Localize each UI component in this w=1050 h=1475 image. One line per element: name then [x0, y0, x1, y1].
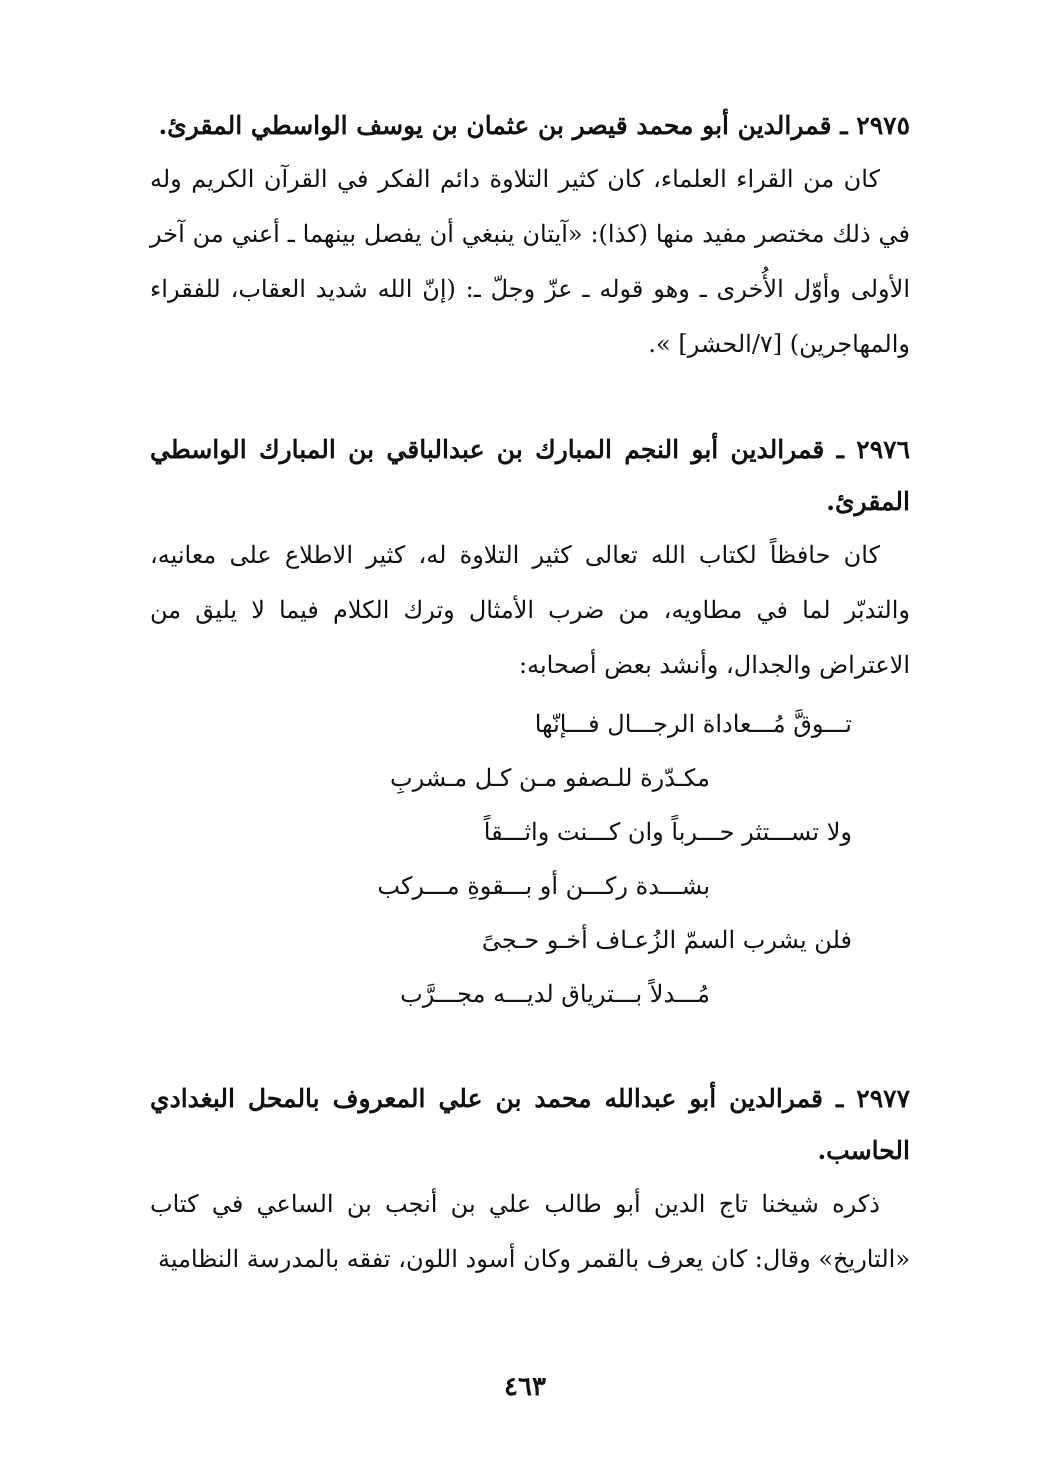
- entry-heading: ٢٩٧٦ ـ قمرالدين أبو النجم المبارك بن عبدالباقي بن المبارك الواسطي المقرئ.: [150, 435, 910, 516]
- page-body: [150, 100, 910, 1339]
- entry-paragraph: كان من القراء العلماء، كان كثير التلاوة دائم الفكر في القرآن الكريم وله في ذلك مختصر مفيد منها (كذا): «آيتان ينبغي أن يفصل بينهما ـ أعني من آخر الأولى وأوّل الأُخرى ـ وهو قوله ـ عزّ وجلّ ـ: (إنّ الله شديد العقاب، للفقراء والمهاجرين) [٧/الحشر] ».: [150, 165, 910, 358]
- entry-2975: [150, 100, 910, 372]
- verse-2-second-hemistich: بشـــدة ركـــن أو بـــقوةِ مـــركب: [377, 872, 710, 900]
- entry-2976: [150, 424, 910, 1021]
- verse-3-second-hemistich: مُـــدلاً بـــترياق لديـــه مجـــرَّب: [400, 980, 710, 1008]
- entry-paragraph: كان حافظاً لكتاب الله تعالى كثير التلاوة له، كثير الاطلاع على معانيه، والتدبّر لما في مطاويه، من ضرب الأمثال وترك الكلام فيما لا يليق من الاعتراض والجدال، وأنشد بعض أصحابه:: [150, 541, 910, 679]
- verse-1-second-hemistich: مكـدّرة للـصفو مـن كـل مـشربِ: [390, 764, 710, 792]
- entry-2977: [150, 1073, 910, 1287]
- verse-3-first-hemistich: فلن يشرب السمّ الزُعـاف أخـو حـجىً: [481, 926, 852, 954]
- entry-paragraph: ذكره شيخنا تاج الدين أبو طالب علي بن أنجب بن الساعي في كتاب «التاريخ» وقال: كان يعرف بالقمر وكان أسود اللون، تفقه بالمدرسة النظامية: [150, 1190, 910, 1273]
- entry-heading: ٢٩٧٧ ـ قمرالدين أبو عبدالله محمد بن علي المعروف بالمحل البغدادي الحاسب.: [150, 1084, 910, 1165]
- page-number: ٤٦٣: [504, 1372, 546, 1402]
- entry-heading: ٢٩٧٥ ـ قمرالدين أبو محمد قيصر بن عثمان بن يوسف الواسطي المقرئ.: [158, 111, 910, 140]
- verse-2-first-hemistich: ولا تســـتثر حـــرباً وان كـــنت واثـــقاً: [483, 818, 852, 846]
- poem: [150, 697, 910, 1021]
- verse-1-first-hemistich: تـــوقَّ مُـــعاداة الرجـــال فـــإنّها: [534, 710, 852, 738]
